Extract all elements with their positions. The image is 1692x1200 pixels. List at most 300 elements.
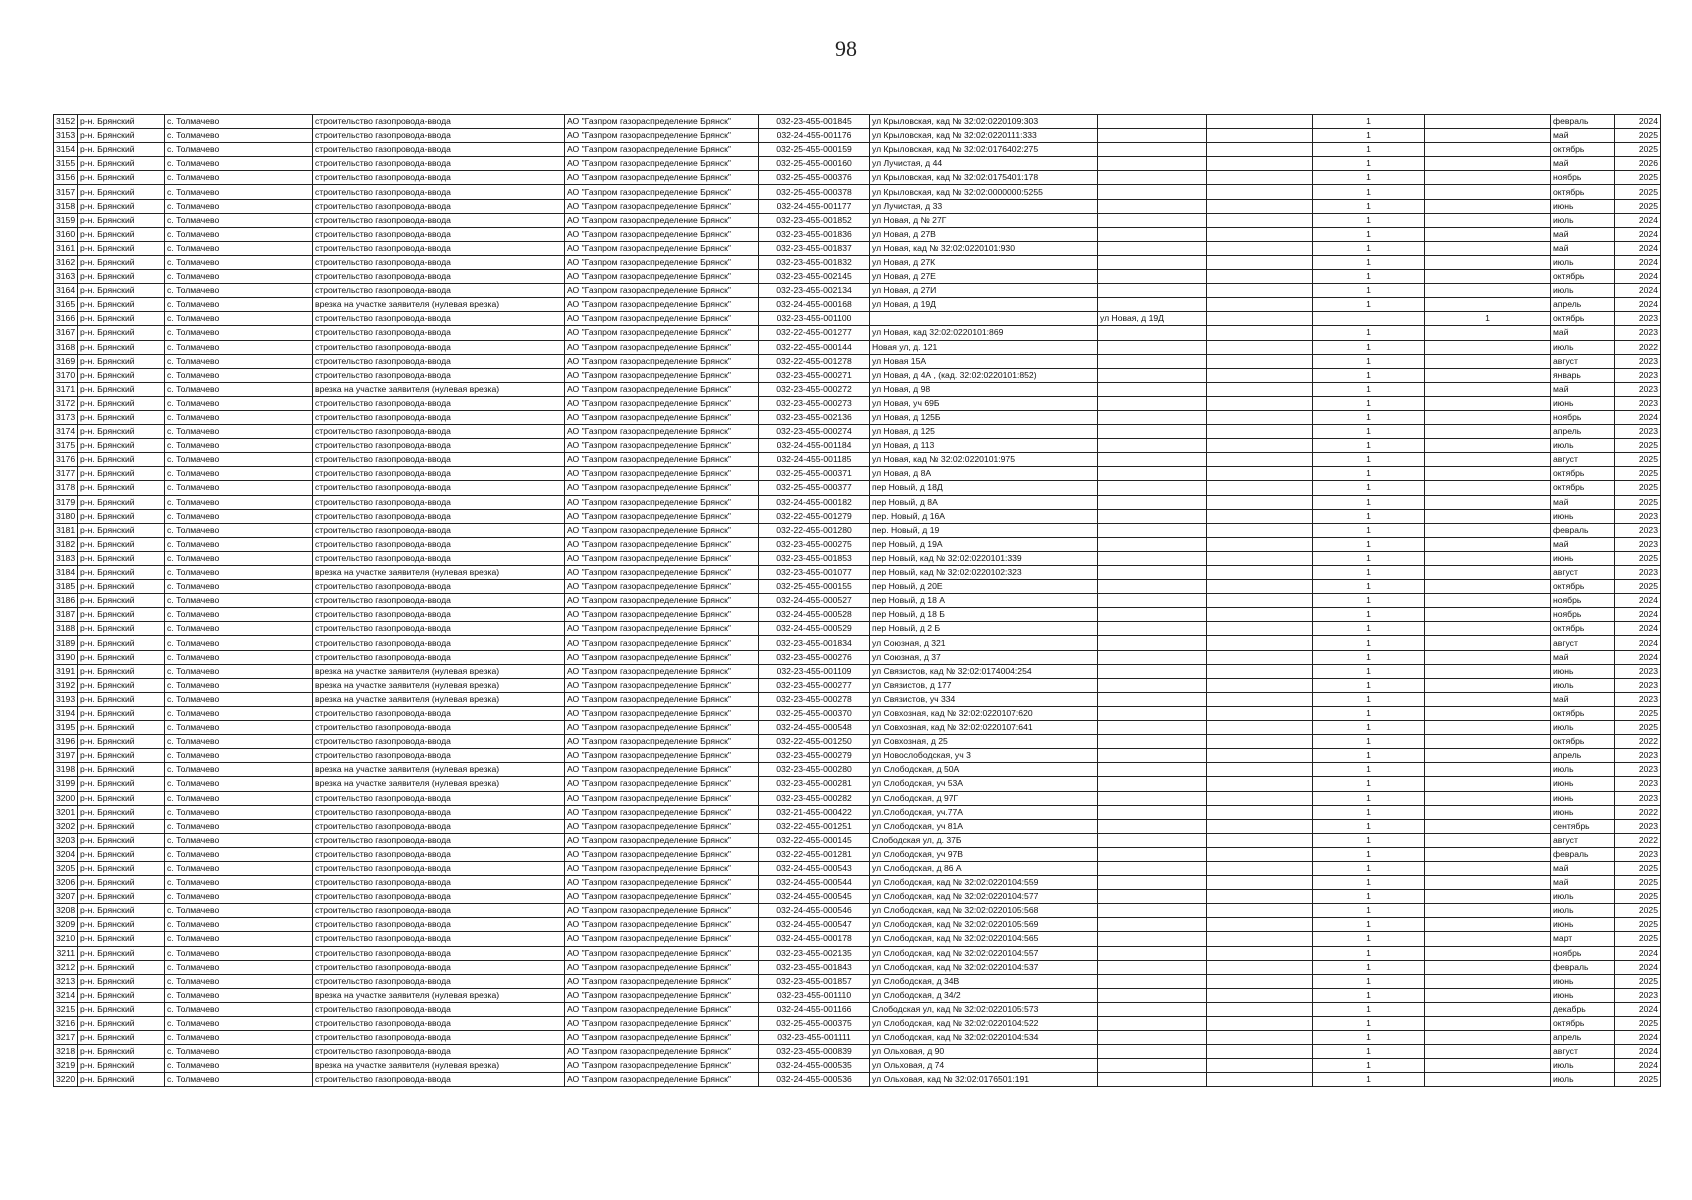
work-type: строительство газопровода-ввода <box>313 439 565 453</box>
year: 2024 <box>1615 1031 1661 1045</box>
address: ул Совхозная, кад № 32:02:0220107:620 <box>870 706 1098 720</box>
address-extra <box>1098 988 1207 1002</box>
work-type: врезка на участке заявителя (нулевая врезка) <box>313 678 565 692</box>
table-row <box>54 932 1661 946</box>
empty-col-1 <box>1207 861 1313 875</box>
work-type: строительство газопровода-ввода <box>313 805 565 819</box>
district: р-н. Брянский <box>78 833 165 847</box>
organization: АО "Газпром газораспределение Брянск" <box>565 115 759 129</box>
address-extra <box>1098 805 1207 819</box>
work-type: врезка на участке заявителя (нулевая врезка) <box>313 298 565 312</box>
work-type: строительство газопровода-ввода <box>313 481 565 495</box>
quantity: 1 <box>1313 354 1425 368</box>
contract-number: 032-25-455-000159 <box>759 143 870 157</box>
table-row <box>54 706 1661 720</box>
table-row <box>54 284 1661 298</box>
settlement: с. Толмачево <box>165 791 313 805</box>
quantity: 1 <box>1313 580 1425 594</box>
address-extra <box>1098 284 1207 298</box>
empty-col-1 <box>1207 143 1313 157</box>
contract-number: 032-24-455-000535 <box>759 1059 870 1073</box>
address-extra <box>1098 453 1207 467</box>
district: р-н. Брянский <box>78 227 165 241</box>
contract-number: 032-24-455-000528 <box>759 608 870 622</box>
year: 2023 <box>1615 988 1661 1002</box>
month: июнь <box>1551 199 1615 213</box>
quantity-alt <box>1425 382 1551 396</box>
contract-number: 032-24-455-001166 <box>759 1002 870 1016</box>
empty-col-1 <box>1207 692 1313 706</box>
district: р-н. Брянский <box>78 1045 165 1059</box>
work-type: строительство газопровода-ввода <box>313 157 565 171</box>
settlement: с. Толмачево <box>165 636 313 650</box>
settlement: с. Толмачево <box>165 241 313 255</box>
month: апрель <box>1551 749 1615 763</box>
organization: АО "Газпром газораспределение Брянск" <box>565 876 759 890</box>
work-type: строительство газопровода-ввода <box>313 1002 565 1016</box>
table-row <box>54 185 1661 199</box>
year: 2025 <box>1615 876 1661 890</box>
organization: АО "Газпром газораспределение Брянск" <box>565 1017 759 1031</box>
district: р-н. Брянский <box>78 650 165 664</box>
quantity: 1 <box>1313 594 1425 608</box>
settlement: с. Толмачево <box>165 805 313 819</box>
district: р-н. Брянский <box>78 368 165 382</box>
empty-col-1 <box>1207 594 1313 608</box>
address: ул Ольховая, д 90 <box>870 1045 1098 1059</box>
month: октябрь <box>1551 143 1615 157</box>
work-type: строительство газопровода-ввода <box>313 636 565 650</box>
address-extra <box>1098 580 1207 594</box>
district: р-н. Брянский <box>78 706 165 720</box>
row-number: 3177 <box>54 467 78 481</box>
quantity-alt <box>1425 960 1551 974</box>
work-type: строительство газопровода-ввода <box>313 270 565 284</box>
quantity: 1 <box>1313 1017 1425 1031</box>
table-row <box>54 960 1661 974</box>
empty-col-1 <box>1207 706 1313 720</box>
quantity: 1 <box>1313 904 1425 918</box>
quantity: 1 <box>1313 382 1425 396</box>
year: 2025 <box>1615 706 1661 720</box>
work-type: строительство газопровода-ввода <box>313 749 565 763</box>
organization: АО "Газпром газораспределение Брянск" <box>565 890 759 904</box>
quantity-alt <box>1425 946 1551 960</box>
month: февраль <box>1551 523 1615 537</box>
quantity-alt <box>1425 467 1551 481</box>
quantity: 1 <box>1313 566 1425 580</box>
quantity-alt <box>1425 608 1551 622</box>
table-row <box>54 1059 1661 1073</box>
empty-col-1 <box>1207 735 1313 749</box>
work-type: врезка на участке заявителя (нулевая врезка) <box>313 664 565 678</box>
contract-number: 032-25-455-000155 <box>759 580 870 594</box>
settlement: с. Толмачево <box>165 918 313 932</box>
settlement: с. Толмачево <box>165 382 313 396</box>
address: ул Слободская, д 34В <box>870 974 1098 988</box>
settlement: с. Толмачево <box>165 509 313 523</box>
district: р-н. Брянский <box>78 396 165 410</box>
year: 2023 <box>1615 354 1661 368</box>
district: р-н. Брянский <box>78 566 165 580</box>
year: 2025 <box>1615 974 1661 988</box>
row-number: 3171 <box>54 382 78 396</box>
month: июль <box>1551 340 1615 354</box>
district: р-н. Брянский <box>78 974 165 988</box>
quantity-alt <box>1425 1017 1551 1031</box>
address-extra <box>1098 143 1207 157</box>
contract-number: 032-23-455-001100 <box>759 312 870 326</box>
contract-number: 032-24-455-000544 <box>759 876 870 890</box>
quantity-alt <box>1425 199 1551 213</box>
address: ул Слободская, кад № 32:02:0220105:568 <box>870 904 1098 918</box>
quantity: 1 <box>1313 664 1425 678</box>
address-extra <box>1098 904 1207 918</box>
year: 2023 <box>1615 819 1661 833</box>
quantity: 1 <box>1313 157 1425 171</box>
organization: АО "Газпром газораспределение Брянск" <box>565 777 759 791</box>
contract-number: 032-23-455-000274 <box>759 425 870 439</box>
quantity-alt <box>1425 580 1551 594</box>
settlement: с. Толмачево <box>165 227 313 241</box>
month: август <box>1551 833 1615 847</box>
organization: АО "Газпром газораспределение Брянск" <box>565 749 759 763</box>
organization: АО "Газпром газораспределение Брянск" <box>565 537 759 551</box>
address: ул Крыловская, кад № 32:02:0176402:275 <box>870 143 1098 157</box>
contract-number: 032-22-455-001277 <box>759 326 870 340</box>
district: р-н. Брянский <box>78 988 165 1002</box>
table-row <box>54 876 1661 890</box>
contract-number: 032-23-455-002134 <box>759 284 870 298</box>
row-number: 3161 <box>54 241 78 255</box>
quantity-alt <box>1425 678 1551 692</box>
work-type: строительство газопровода-ввода <box>313 904 565 918</box>
district: р-н. Брянский <box>78 735 165 749</box>
row-number: 3166 <box>54 312 78 326</box>
settlement: с. Толмачево <box>165 396 313 410</box>
district: р-н. Брянский <box>78 382 165 396</box>
quantity: 1 <box>1313 171 1425 185</box>
table-row <box>54 721 1661 735</box>
work-type: врезка на участке заявителя (нулевая врезка) <box>313 382 565 396</box>
year: 2025 <box>1615 199 1661 213</box>
month: май <box>1551 537 1615 551</box>
quantity: 1 <box>1313 1073 1425 1087</box>
year: 2025 <box>1615 467 1661 481</box>
table-row <box>54 495 1661 509</box>
address-extra <box>1098 1017 1207 1031</box>
contract-number: 032-23-455-001077 <box>759 566 870 580</box>
year: 2024 <box>1615 284 1661 298</box>
work-type: строительство газопровода-ввода <box>313 255 565 269</box>
empty-col-1 <box>1207 777 1313 791</box>
address-extra <box>1098 382 1207 396</box>
district: р-н. Брянский <box>78 791 165 805</box>
settlement: с. Толмачево <box>165 1073 313 1087</box>
contract-number: 032-23-455-002136 <box>759 410 870 424</box>
address: ул Новая, д № 27Г <box>870 213 1098 227</box>
month: июнь <box>1551 777 1615 791</box>
address-extra <box>1098 298 1207 312</box>
table-row <box>54 819 1661 833</box>
month: май <box>1551 495 1615 509</box>
row-number: 3208 <box>54 904 78 918</box>
year: 2023 <box>1615 312 1661 326</box>
row-number: 3201 <box>54 805 78 819</box>
quantity-alt <box>1425 904 1551 918</box>
empty-col-1 <box>1207 1045 1313 1059</box>
district: р-н. Брянский <box>78 805 165 819</box>
organization: АО "Газпром газораспределение Брянск" <box>565 241 759 255</box>
contract-number: 032-25-455-000160 <box>759 157 870 171</box>
contract-number: 032-23-455-000282 <box>759 791 870 805</box>
quantity-alt <box>1425 551 1551 565</box>
month: октябрь <box>1551 481 1615 495</box>
year: 2025 <box>1615 129 1661 143</box>
district: р-н. Брянский <box>78 960 165 974</box>
organization: АО "Газпром газораспределение Брянск" <box>565 551 759 565</box>
year: 2023 <box>1615 382 1661 396</box>
address: Новая ул, д. 121 <box>870 340 1098 354</box>
table-row <box>54 213 1661 227</box>
district: р-н. Брянский <box>78 199 165 213</box>
quantity <box>1313 312 1425 326</box>
table-row <box>54 509 1661 523</box>
organization: АО "Газпром газораспределение Брянск" <box>565 270 759 284</box>
year: 2022 <box>1615 833 1661 847</box>
quantity-alt <box>1425 805 1551 819</box>
row-number: 3165 <box>54 298 78 312</box>
quantity: 1 <box>1313 890 1425 904</box>
work-type: строительство газопровода-ввода <box>313 396 565 410</box>
district: р-н. Брянский <box>78 425 165 439</box>
district: р-н. Брянский <box>78 481 165 495</box>
quantity: 1 <box>1313 326 1425 340</box>
work-type: строительство газопровода-ввода <box>313 580 565 594</box>
address-extra <box>1098 721 1207 735</box>
year: 2024 <box>1615 1045 1661 1059</box>
district: р-н. Брянский <box>78 678 165 692</box>
month: октябрь <box>1551 1017 1615 1031</box>
empty-col-1 <box>1207 890 1313 904</box>
organization: АО "Газпром газораспределение Брянск" <box>565 185 759 199</box>
year: 2025 <box>1615 904 1661 918</box>
table-row <box>54 1002 1661 1016</box>
month: май <box>1551 241 1615 255</box>
district: р-н. Брянский <box>78 270 165 284</box>
work-type: строительство газопровода-ввода <box>313 185 565 199</box>
address: ул Новая 15А <box>870 354 1098 368</box>
quantity-alt <box>1425 932 1551 946</box>
quantity: 1 <box>1313 509 1425 523</box>
district: р-н. Брянский <box>78 608 165 622</box>
row-number: 3158 <box>54 199 78 213</box>
table-row <box>54 171 1661 185</box>
row-number: 3210 <box>54 932 78 946</box>
table-row <box>54 115 1661 129</box>
address-extra <box>1098 396 1207 410</box>
table-row <box>54 1017 1661 1031</box>
table-row <box>54 805 1661 819</box>
month: июль <box>1551 890 1615 904</box>
address-extra: ул Новая, д 19Д <box>1098 312 1207 326</box>
contract-number: 032-23-455-000277 <box>759 678 870 692</box>
table-row <box>54 143 1661 157</box>
row-number: 3176 <box>54 453 78 467</box>
address-extra <box>1098 227 1207 241</box>
quantity-alt <box>1425 129 1551 143</box>
quantity: 1 <box>1313 410 1425 424</box>
empty-col-1 <box>1207 904 1313 918</box>
organization: АО "Газпром газораспределение Брянск" <box>565 495 759 509</box>
empty-col-1 <box>1207 185 1313 199</box>
work-type: врезка на участке заявителя (нулевая врезка) <box>313 1059 565 1073</box>
work-type: строительство газопровода-ввода <box>313 171 565 185</box>
district: р-н. Брянский <box>78 523 165 537</box>
contract-number: 032-24-455-000529 <box>759 622 870 636</box>
organization: АО "Газпром газораспределение Брянск" <box>565 1031 759 1045</box>
contract-number: 032-23-455-000275 <box>759 537 870 551</box>
organization: АО "Газпром газораспределение Брянск" <box>565 467 759 481</box>
organization: АО "Газпром газораспределение Брянск" <box>565 425 759 439</box>
year: 2023 <box>1615 523 1661 537</box>
address: ул Новая, кад № 32:02:0220101:930 <box>870 241 1098 255</box>
work-type: строительство газопровода-ввода <box>313 143 565 157</box>
contract-number: 032-25-455-000375 <box>759 1017 870 1031</box>
contract-number: 032-23-455-000276 <box>759 650 870 664</box>
quantity: 1 <box>1313 763 1425 777</box>
year: 2024 <box>1615 298 1661 312</box>
row-number: 3174 <box>54 425 78 439</box>
table-row <box>54 833 1661 847</box>
year: 2023 <box>1615 692 1661 706</box>
district: р-н. Брянский <box>78 255 165 269</box>
quantity-alt <box>1425 157 1551 171</box>
organization: АО "Газпром газораспределение Брянск" <box>565 213 759 227</box>
month: июнь <box>1551 988 1615 1002</box>
year: 2025 <box>1615 861 1661 875</box>
organization: АО "Газпром газораспределение Брянск" <box>565 918 759 932</box>
row-number: 3216 <box>54 1017 78 1031</box>
work-type: строительство газопровода-ввода <box>313 847 565 861</box>
year: 2023 <box>1615 777 1661 791</box>
organization: АО "Газпром газораспределение Брянск" <box>565 523 759 537</box>
address: ул Крыловская, кад № 32:02:0000000:5255 <box>870 185 1098 199</box>
row-number: 3219 <box>54 1059 78 1073</box>
work-type: строительство газопровода-ввода <box>313 735 565 749</box>
quantity-alt <box>1425 735 1551 749</box>
contract-number: 032-22-455-001250 <box>759 735 870 749</box>
empty-col-1 <box>1207 960 1313 974</box>
row-number: 3220 <box>54 1073 78 1087</box>
settlement: с. Толмачево <box>165 664 313 678</box>
row-number: 3205 <box>54 861 78 875</box>
year: 2024 <box>1615 410 1661 424</box>
address: ул Слободская, кад № 32:02:0220104:537 <box>870 960 1098 974</box>
address: пер Новый, кад № 32:02:0220102:323 <box>870 566 1098 580</box>
table-row <box>54 551 1661 565</box>
work-type: строительство газопровода-ввода <box>313 340 565 354</box>
table-row <box>54 622 1661 636</box>
settlement: с. Толмачево <box>165 129 313 143</box>
table-row <box>54 129 1661 143</box>
address-extra <box>1098 622 1207 636</box>
year: 2025 <box>1615 143 1661 157</box>
year: 2025 <box>1615 918 1661 932</box>
address-extra <box>1098 890 1207 904</box>
district: р-н. Брянский <box>78 537 165 551</box>
organization: АО "Газпром газораспределение Брянск" <box>565 481 759 495</box>
month: ноябрь <box>1551 410 1615 424</box>
district: р-н. Брянский <box>78 185 165 199</box>
quantity-alt <box>1425 495 1551 509</box>
quantity: 1 <box>1313 622 1425 636</box>
organization: АО "Газпром газораспределение Брянск" <box>565 340 759 354</box>
contract-number: 032-23-455-001109 <box>759 664 870 678</box>
year: 2023 <box>1615 326 1661 340</box>
empty-col-1 <box>1207 129 1313 143</box>
work-type: строительство газопровода-ввода <box>313 312 565 326</box>
quantity-alt <box>1425 890 1551 904</box>
quantity: 1 <box>1313 636 1425 650</box>
work-type: строительство газопровода-ввода <box>313 650 565 664</box>
organization: АО "Газпром газораспределение Брянск" <box>565 622 759 636</box>
district: р-н. Брянский <box>78 1017 165 1031</box>
year: 2025 <box>1615 481 1661 495</box>
year: 2025 <box>1615 439 1661 453</box>
settlement: с. Толмачево <box>165 255 313 269</box>
year: 2024 <box>1615 241 1661 255</box>
work-type: строительство газопровода-ввода <box>313 354 565 368</box>
row-number: 3172 <box>54 396 78 410</box>
settlement: с. Толмачево <box>165 143 313 157</box>
settlement: с. Толмачево <box>165 608 313 622</box>
district: р-н. Брянский <box>78 453 165 467</box>
organization: АО "Газпром газораспределение Брянск" <box>565 847 759 861</box>
work-type: строительство газопровода-ввода <box>313 819 565 833</box>
settlement: с. Толмачево <box>165 551 313 565</box>
work-type: строительство газопровода-ввода <box>313 368 565 382</box>
contract-number: 032-24-455-000168 <box>759 298 870 312</box>
empty-col-1 <box>1207 115 1313 129</box>
table-row <box>54 382 1661 396</box>
contract-number: 032-24-455-000536 <box>759 1073 870 1087</box>
empty-col-1 <box>1207 396 1313 410</box>
month: ноябрь <box>1551 608 1615 622</box>
organization: АО "Газпром газораспределение Брянск" <box>565 819 759 833</box>
year: 2023 <box>1615 749 1661 763</box>
quantity: 1 <box>1313 481 1425 495</box>
row-number: 3199 <box>54 777 78 791</box>
address: ул Связистов, д 177 <box>870 678 1098 692</box>
registry-body <box>54 115 1661 1087</box>
table-row <box>54 425 1661 439</box>
row-number: 3157 <box>54 185 78 199</box>
empty-col-1 <box>1207 227 1313 241</box>
quantity-alt <box>1425 791 1551 805</box>
settlement: с. Толмачево <box>165 298 313 312</box>
settlement: с. Толмачево <box>165 1045 313 1059</box>
address: ул Совхозная, кад № 32:02:0220107:641 <box>870 721 1098 735</box>
work-type: строительство газопровода-ввода <box>313 622 565 636</box>
year: 2024 <box>1615 255 1661 269</box>
month: октябрь <box>1551 467 1615 481</box>
quantity-alt <box>1425 706 1551 720</box>
contract-number: 032-23-455-001834 <box>759 636 870 650</box>
row-number: 3217 <box>54 1031 78 1045</box>
contract-number: 032-24-455-001177 <box>759 199 870 213</box>
contract-number: 032-24-455-000547 <box>759 918 870 932</box>
